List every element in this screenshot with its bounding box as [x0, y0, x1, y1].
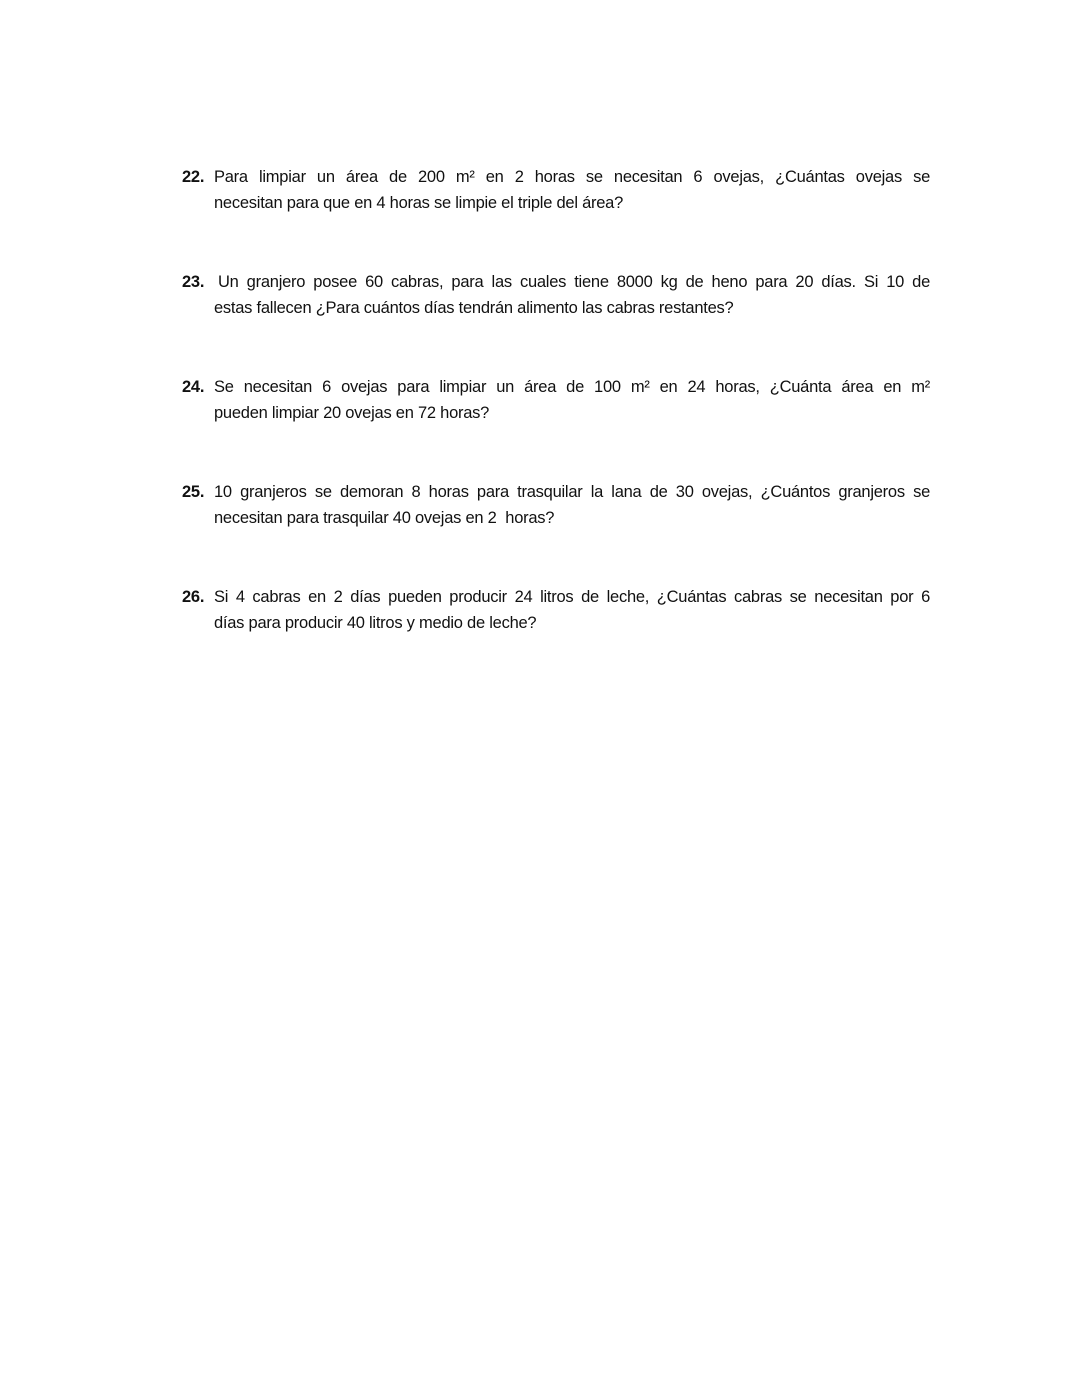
problem-23: [182, 269, 930, 321]
problem-26: [182, 584, 930, 636]
problem-number: 22.: [182, 168, 205, 186]
problem-text-line: Para limpiar un área de 200 m² en 2 horas se necesitan 6 ovejas, ¿Cuántas ovejas se: [214, 168, 930, 186]
problem-text-line: necesitan para trasquilar 40 ovejas en 2 horas?: [214, 509, 555, 527]
problem-text-line: Se necesitan 6 ovejas para limpiar un área de 100 m² en 24 horas, ¿Cuánta área en m²: [214, 378, 930, 396]
problem-number: 25.: [182, 483, 205, 501]
problem-text-line: necesitan para que en 4 horas se limpie el triple del área?: [214, 194, 624, 212]
problem-number: 26.: [182, 588, 205, 606]
problem-text-line: estas fallecen ¿Para cuántos días tendrán alimento las cabras restantes?: [214, 299, 734, 317]
problem-text-line: pueden limpiar 20 ovejas en 72 horas?: [214, 404, 490, 422]
problem-text-line: 10 granjeros se demoran 8 horas para trasquilar la lana de 30 ovejas, ¿Cuántos granjeros se: [214, 483, 930, 501]
problem-text-line: días para producir 40 litros y medio de leche?: [214, 614, 537, 632]
problem-25: [182, 479, 930, 531]
problem-24: [182, 374, 930, 426]
problem-22: [182, 164, 930, 216]
problem-number: 23.: [182, 273, 205, 291]
problem-number: 24.: [182, 378, 205, 396]
problem-text-line: Si 4 cabras en 2 días pueden producir 24 litros de leche, ¿Cuántas cabras se necesitan por 6: [214, 588, 930, 606]
problem-text-line: Un granjero posee 60 cabras, para las cuales tiene 8000 kg de heno para 20 días. Si 10 de: [218, 273, 930, 291]
